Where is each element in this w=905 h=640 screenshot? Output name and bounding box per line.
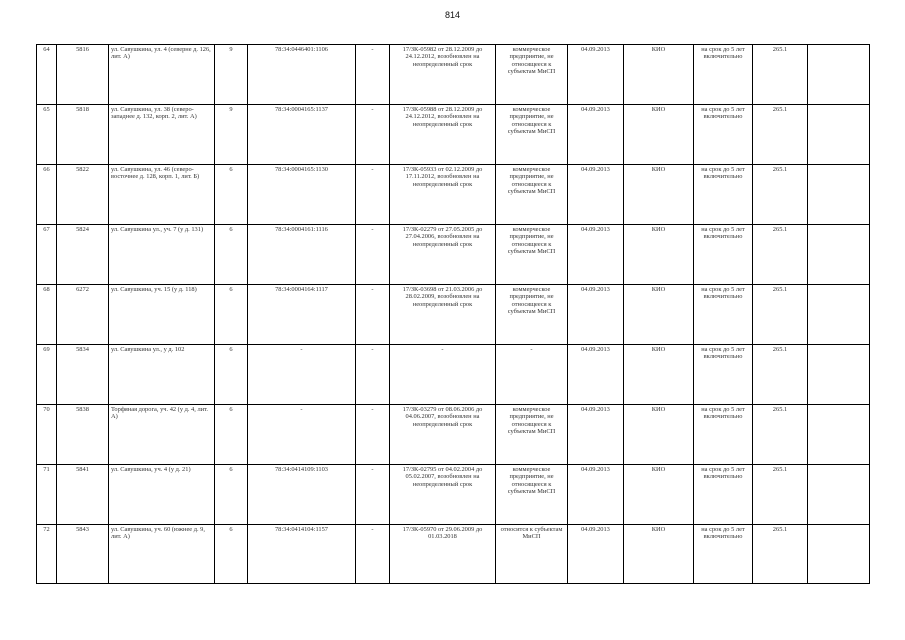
agency-cell: КИО bbox=[624, 225, 694, 285]
inclusion-date-cell: 04.09.2013 bbox=[568, 345, 624, 405]
lease-term-cell: на срок до 5 лет включительно bbox=[694, 465, 753, 525]
document-code-cell: 265.1 bbox=[753, 165, 808, 225]
empty-cell-cell bbox=[808, 525, 870, 584]
table-row bbox=[37, 285, 870, 345]
row-number-cell: 65 bbox=[37, 105, 57, 165]
place-count-cell: 9 bbox=[215, 45, 248, 105]
row-number-cell: 70 bbox=[37, 405, 57, 465]
agency-cell: КИО bbox=[624, 165, 694, 225]
table-row bbox=[37, 45, 870, 105]
lease-term-cell: на срок до 5 лет включительно bbox=[694, 345, 753, 405]
agency-cell: КИО bbox=[624, 45, 694, 105]
cadastral-number-cell: 78:34:0004164:1117 bbox=[248, 285, 356, 345]
lease-term-cell: на срок до 5 лет включительно bbox=[694, 405, 753, 465]
extra-field-cell: - bbox=[356, 405, 390, 465]
place-count-cell: 9 bbox=[215, 105, 248, 165]
row-number-cell: 67 bbox=[37, 225, 57, 285]
empty-cell-cell bbox=[808, 405, 870, 465]
tenant-status-cell: относится к субъектам МиСП bbox=[496, 525, 568, 584]
place-count-cell: 6 bbox=[215, 465, 248, 525]
address-cell: ул. Савушкина, ул. 4 (северне д. 126, лит. А) bbox=[109, 45, 215, 105]
cadastral-number-cell: 78:34:0004161:1116 bbox=[248, 225, 356, 285]
inclusion-date-cell: 04.09.2013 bbox=[568, 285, 624, 345]
address-cell: ул. Савушкина ул., уч. 7 (у д. 131) bbox=[109, 225, 215, 285]
inclusion-date-cell: 04.09.2013 bbox=[568, 165, 624, 225]
lease-term-cell: на срок до 5 лет включительно bbox=[694, 225, 753, 285]
tenant-status-cell: коммерческое предприятие, не относящееся к субъектам МиСП bbox=[496, 105, 568, 165]
object-id-cell: 5838 bbox=[57, 405, 109, 465]
extra-field-cell: - bbox=[356, 105, 390, 165]
lease-term-cell: на срок до 5 лет включительно bbox=[694, 165, 753, 225]
table-row bbox=[37, 465, 870, 525]
address-cell: ул. Савушкина, уч. 4 (у д. 21) bbox=[109, 465, 215, 525]
document-code-cell: 265.1 bbox=[753, 465, 808, 525]
extra-field-cell: - bbox=[356, 225, 390, 285]
place-count-cell: 6 bbox=[215, 225, 248, 285]
row-number-cell: 72 bbox=[37, 525, 57, 584]
contract-info-cell: 17/ЗК-02279 от 27.05.2005 до 27.04.2006, возобновлен на неопределенный срок bbox=[390, 225, 496, 285]
contract-info-cell: 17/ЗК-05933 от 02.12.2009 до 17.11.2012, возобновлен на неопределенный срок bbox=[390, 165, 496, 225]
contract-info-cell: - bbox=[390, 345, 496, 405]
row-number-cell: 66 bbox=[37, 165, 57, 225]
empty-cell-cell bbox=[808, 105, 870, 165]
contract-info-cell: 17/ЗК-05970 от 29.06.2009 до 01.03.2018 bbox=[390, 525, 496, 584]
agency-cell: КИО bbox=[624, 405, 694, 465]
inclusion-date-cell: 04.09.2013 bbox=[568, 465, 624, 525]
cadastral-number-cell: 78:34:0414104:1157 bbox=[248, 525, 356, 584]
document-code-cell: 265.1 bbox=[753, 345, 808, 405]
agency-cell: КИО bbox=[624, 345, 694, 405]
row-number-cell: 64 bbox=[37, 45, 57, 105]
address-cell: ул. Савушкина, уч. 15 (у д. 118) bbox=[109, 285, 215, 345]
document-code-cell: 265.1 bbox=[753, 405, 808, 465]
contract-info-cell: 17/ЗК-05988 от 28.12.2009 до 24.12.2012, возобновлен на неопределенный срок bbox=[390, 105, 496, 165]
document-code-cell: 265.1 bbox=[753, 225, 808, 285]
tenant-status-cell: коммерческое предприятие, не относящееся к субъектам МиСП bbox=[496, 465, 568, 525]
cadastral-number-cell: 78:34:0004165:1137 bbox=[248, 105, 356, 165]
row-number-cell: 71 bbox=[37, 465, 57, 525]
contract-info-cell: 17/ЗК-05982 от 28.12.2009 до 24.12.2012, возобновлен на неопределенный срок bbox=[390, 45, 496, 105]
empty-cell-cell bbox=[808, 465, 870, 525]
extra-field-cell: - bbox=[356, 465, 390, 525]
row-number-cell: 69 bbox=[37, 345, 57, 405]
empty-cell-cell bbox=[808, 165, 870, 225]
object-id-cell: 5834 bbox=[57, 345, 109, 405]
document-code-cell: 265.1 bbox=[753, 525, 808, 584]
object-id-cell: 5822 bbox=[57, 165, 109, 225]
inclusion-date-cell: 04.09.2013 bbox=[568, 225, 624, 285]
object-id-cell: 5824 bbox=[57, 225, 109, 285]
empty-cell-cell bbox=[808, 345, 870, 405]
document-code-cell: 265.1 bbox=[753, 285, 808, 345]
extra-field-cell: - bbox=[356, 285, 390, 345]
place-count-cell: 6 bbox=[215, 285, 248, 345]
contract-info-cell: 17/ЗК-02795 от 04.02.2004 до 05.02.2007, возобновлен на неопределенный срок bbox=[390, 465, 496, 525]
place-count-cell: 6 bbox=[215, 165, 248, 225]
address-cell: ул. Савушкина ул., у д. 102 bbox=[109, 345, 215, 405]
table-row bbox=[37, 405, 870, 465]
address-cell: ул. Савушкина, ул. 46 (северо-восточнее д. 128, корп. 1, лит. Б) bbox=[109, 165, 215, 225]
cadastral-number-cell: 78:34:0414109:1103 bbox=[248, 465, 356, 525]
cadastral-number-cell: - bbox=[248, 405, 356, 465]
address-cell: ул. Савушкина, ул. 38 (северо-западнее д. 132, корп. 2, лит. А) bbox=[109, 105, 215, 165]
cadastral-number-cell: 78:34:0446401:1106 bbox=[248, 45, 356, 105]
place-count-cell: 6 bbox=[215, 345, 248, 405]
cadastral-number-cell: 78:34:0004165:1130 bbox=[248, 165, 356, 225]
address-cell: ул. Савушкина, уч. 60 (южнее д. 9, лит. А) bbox=[109, 525, 215, 584]
tenant-status-cell: коммерческое предприятие, не относящееся к субъектам МиСП bbox=[496, 45, 568, 105]
extra-field-cell: - bbox=[356, 165, 390, 225]
tenant-status-cell: коммерческое предприятие, не относящееся к субъектам МиСП bbox=[496, 405, 568, 465]
tenant-status-cell: - bbox=[496, 345, 568, 405]
extra-field-cell: - bbox=[356, 45, 390, 105]
inclusion-date-cell: 04.09.2013 bbox=[568, 405, 624, 465]
document-code-cell: 265.1 bbox=[753, 105, 808, 165]
inclusion-date-cell: 04.09.2013 bbox=[568, 45, 624, 105]
lease-term-cell: на срок до 5 лет включительно bbox=[694, 285, 753, 345]
object-id-cell: 5816 bbox=[57, 45, 109, 105]
inclusion-date-cell: 04.09.2013 bbox=[568, 525, 624, 584]
tenant-status-cell: коммерческое предприятие, не относящееся к субъектам МиСП bbox=[496, 225, 568, 285]
extra-field-cell: - bbox=[356, 525, 390, 584]
table-row bbox=[37, 105, 870, 165]
empty-cell-cell bbox=[808, 225, 870, 285]
agency-cell: КИО bbox=[624, 525, 694, 584]
object-id-cell: 5843 bbox=[57, 525, 109, 584]
place-count-cell: 6 bbox=[215, 405, 248, 465]
empty-cell-cell bbox=[808, 285, 870, 345]
table-row bbox=[37, 525, 870, 584]
object-id-cell: 5841 bbox=[57, 465, 109, 525]
lease-term-cell: на срок до 5 лет включительно bbox=[694, 45, 753, 105]
place-count-cell: 6 bbox=[215, 525, 248, 584]
document-code-cell: 265.1 bbox=[753, 45, 808, 105]
address-cell: Торфяная дорога, уч. 42 (у д. 4, лит. А) bbox=[109, 405, 215, 465]
empty-cell-cell bbox=[808, 45, 870, 105]
lease-term-cell: на срок до 5 лет включительно bbox=[694, 105, 753, 165]
page-number: 814 bbox=[444, 10, 461, 20]
registry-body bbox=[37, 45, 870, 584]
registry-table bbox=[36, 44, 870, 584]
table-row bbox=[37, 225, 870, 285]
tenant-status-cell: коммерческое предприятие, не относящееся к субъектам МиСП bbox=[496, 285, 568, 345]
row-number-cell: 68 bbox=[37, 285, 57, 345]
inclusion-date-cell: 04.09.2013 bbox=[568, 105, 624, 165]
lease-term-cell: на срок до 5 лет включительно bbox=[694, 525, 753, 584]
object-id-cell: 5818 bbox=[57, 105, 109, 165]
agency-cell: КИО bbox=[624, 465, 694, 525]
contract-info-cell: 17/ЗК-03279 от 08.06.2006 до 04.06.2007, возобновлен на неопределенный срок bbox=[390, 405, 496, 465]
table-row bbox=[37, 345, 870, 405]
object-id-cell: 6272 bbox=[57, 285, 109, 345]
table-row bbox=[37, 165, 870, 225]
contract-info-cell: 17/ЗК-03698 от 21.03.2006 до 28.02.2009, возобновлен на неопределенный срок bbox=[390, 285, 496, 345]
cadastral-number-cell: - bbox=[248, 345, 356, 405]
agency-cell: КИО bbox=[624, 105, 694, 165]
extra-field-cell: - bbox=[356, 345, 390, 405]
tenant-status-cell: коммерческое предприятие, не относящееся к субъектам МиСП bbox=[496, 165, 568, 225]
agency-cell: КИО bbox=[624, 285, 694, 345]
